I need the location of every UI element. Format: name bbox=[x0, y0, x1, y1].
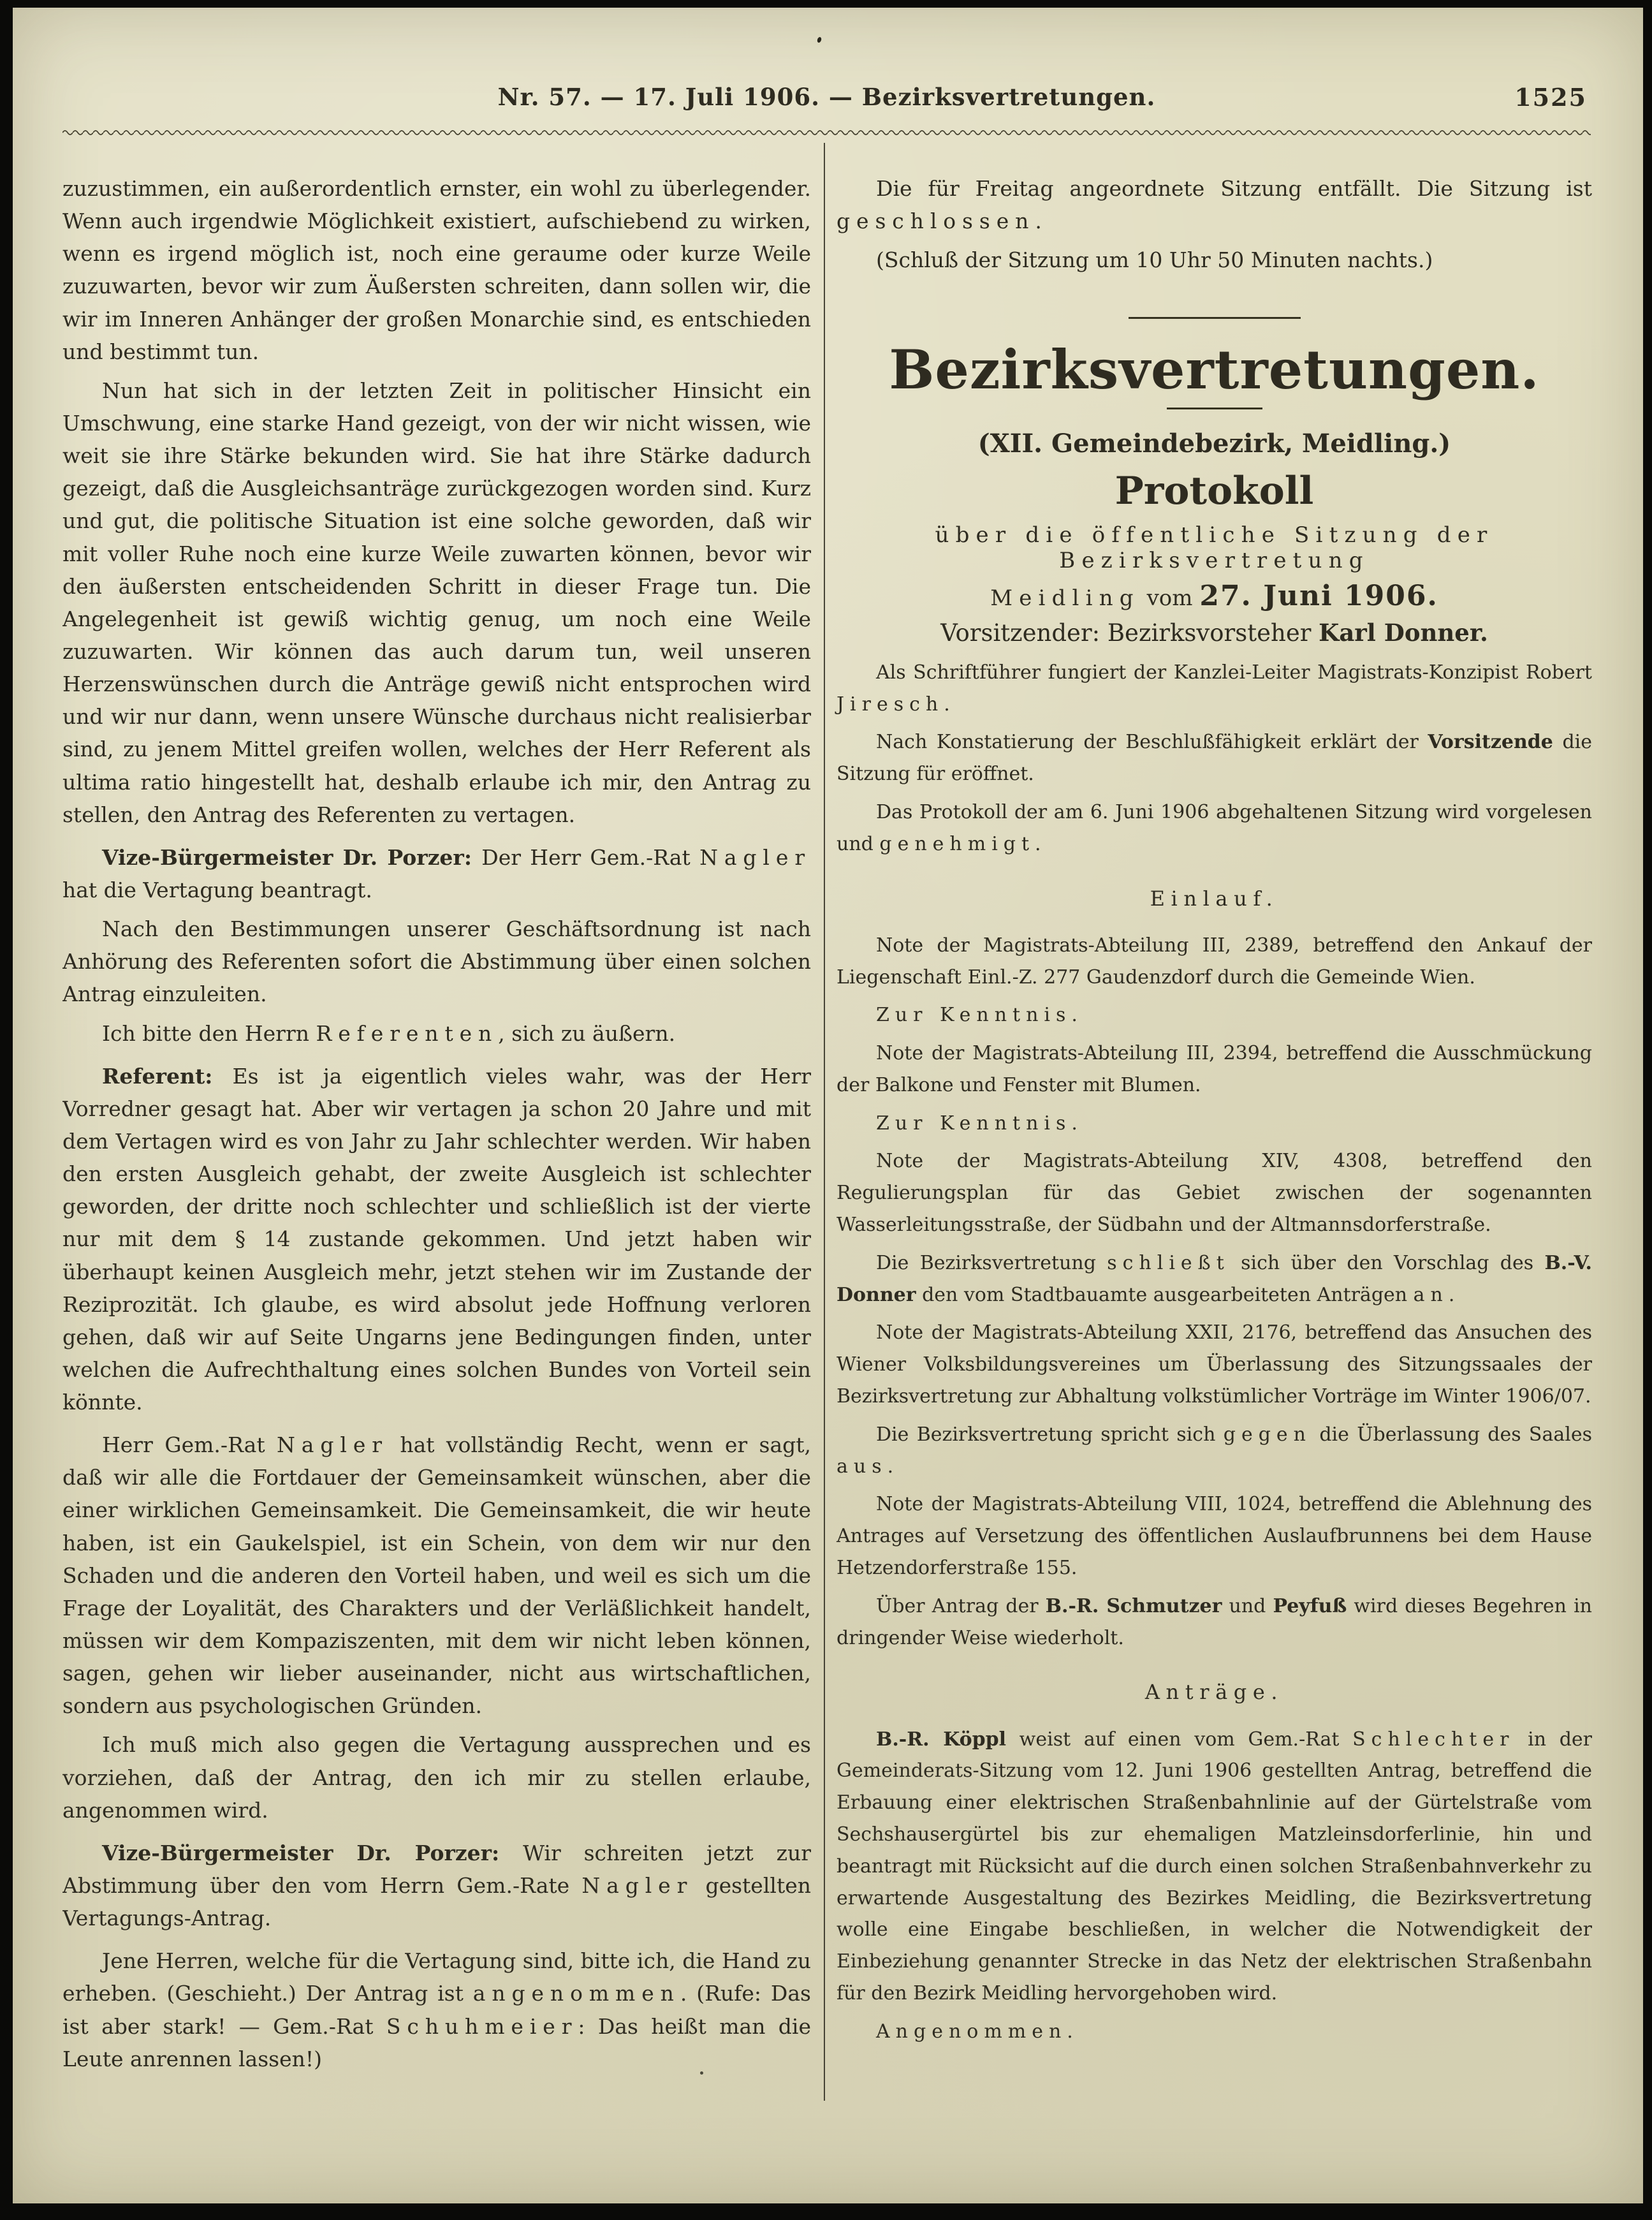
text-run: , sich zu äußern. bbox=[498, 1020, 676, 1046]
protocol-title bbox=[837, 469, 1592, 513]
paragraph bbox=[837, 1489, 1592, 1584]
text-run: Nach Konstatierung der Beschlußfähigkeit erklärt der bbox=[876, 731, 1428, 754]
text-run: Die Bezirksvertretung spricht sich bbox=[876, 1423, 1224, 1446]
scan-speck bbox=[700, 2071, 703, 2075]
speech-paragraph bbox=[62, 1060, 811, 1419]
chairman-line bbox=[837, 619, 1592, 647]
text-run: Nagler bbox=[699, 844, 811, 870]
text-run: vom bbox=[1139, 585, 1200, 611]
paragraph bbox=[837, 657, 1592, 721]
text-run: weist auf einen vom Gem.-Rat bbox=[1006, 1728, 1353, 1751]
emphasis-text: Peyfuß bbox=[1273, 1594, 1347, 1617]
text-run: angenommen bbox=[472, 1981, 680, 2006]
page-number: 1525 bbox=[1514, 83, 1587, 112]
text-run: Note der Magistrats-Abteilung VIII, 1024, betreffend die Ablehnung des Antrages auf Versetzung des öffentlichen Auslaufbrunnens bei dem Hause Hetzendorferstraße 155. bbox=[837, 1493, 1592, 1580]
text-run: (Schluß der Sitzung um 10 Uhr 50 Minuten nachts.) bbox=[876, 247, 1433, 273]
text-run: Nagler bbox=[277, 1432, 388, 1458]
protocol-date-line bbox=[837, 580, 1592, 612]
paragraph bbox=[62, 913, 811, 1010]
text-run: Schuhmeier bbox=[386, 2013, 578, 2039]
speech-paragraph bbox=[62, 841, 811, 906]
paragraph bbox=[837, 930, 1592, 994]
paragraph bbox=[837, 172, 1592, 237]
text-run: Note der Magistrats-Abteilung XXII, 2176, betreffend das Ansuchen des Wiener Volksbildungsvereines um Überlassung des Sitzungssaales der Bezirksvertretung zur Abhaltung volkstümlicher Vorträge im Winter 1906/07. bbox=[837, 1321, 1592, 1408]
text-run: die Überlassung des Saales bbox=[1312, 1423, 1592, 1446]
text-columns bbox=[62, 172, 1592, 2188]
emphasis-text: B.-R. Köppl bbox=[876, 1728, 1006, 1751]
paragraph bbox=[62, 1944, 811, 2075]
antraege-heading bbox=[837, 1675, 1592, 1709]
text-run: an bbox=[1413, 1283, 1449, 1306]
emphasis-text: Vorsitzende bbox=[1428, 731, 1553, 754]
text-run: Ich muß mich also gegen die Vertagung aussprechen und es vorziehen, daß der Antrag, den ich mir zu stellen erlaube, angenommen wird. bbox=[62, 1732, 811, 1823]
text-run: Nach den Bestimmungen unserer Geschäftsordnung ist nach Anhörung des Referenten sofort die Abstimmung über einen solchen Antrag einzuleiten. bbox=[62, 916, 811, 1007]
einlauf-heading bbox=[837, 882, 1592, 916]
text-run: Referenten bbox=[316, 1020, 499, 1046]
paragraph bbox=[62, 1728, 811, 1826]
emphasis-text: Referent: bbox=[102, 1063, 233, 1089]
title-rule bbox=[1167, 408, 1262, 409]
text-run: den vom Stadtbauamte ausgearbeiteten Anträgen bbox=[916, 1283, 1414, 1306]
text-run: in der Gemeinderats-Sitzung vom 12. Juni 1906 gestellten Antrag, betreffend die Erbauung einer elektrischen Straßenbahnlinie auf der Gürtelstraße vom Sechshausergürtel bis zur ehemaligen Matzleinsdorferlinie, hin und beantragt mit Rücksicht auf die durch einen solchen Straßenbahnverkehr zu erwartende Ausgestaltung des Bezirkes Meidling, die Bezirksvertretung wolle eine Eingabe beschließen, in welcher die Notwendigkeit der Einbeziehung genannter Strecke in das Netz der elektrischen Straßenbahn für den Bezirk Meidling hervorgehoben wird. bbox=[837, 1728, 1592, 2004]
speech-paragraph bbox=[62, 1837, 811, 1934]
text-run: hat die Vertagung beantragt. bbox=[62, 877, 372, 902]
paragraph bbox=[837, 1247, 1592, 1311]
header-title: Nr. 57. — 17. Juli 1906. — Bezirksvertretungen. bbox=[497, 83, 1156, 111]
text-run: Note der Magistrats-Abteilung III, 2389, betreffend den Ankauf der Liegenschaft Einl.-Z. 277 Gaudenzdorf durch die Gemeinde Wien. bbox=[837, 934, 1592, 989]
right-column bbox=[837, 172, 1592, 2188]
text-run: . bbox=[944, 693, 950, 716]
page-header bbox=[62, 83, 1591, 115]
text-run: Ich bitte den Herrn bbox=[102, 1020, 316, 1046]
text-run: und bbox=[1222, 1594, 1273, 1617]
text-run: Vorsitzender: Bezirksvorsteher bbox=[940, 619, 1319, 647]
text-run: Jene Herren, welche für die Vertagung sind, bitte ich, die Hand zu erheben. (Geschieht.) Der Antrag ist bbox=[62, 1948, 811, 2006]
text-run: aus bbox=[837, 1455, 888, 1478]
text-run: Einlauf. bbox=[1150, 886, 1279, 911]
text-run: Bezirksvertretungen. bbox=[889, 338, 1540, 402]
resolution-line bbox=[837, 2016, 1592, 2048]
paragraph bbox=[837, 726, 1592, 790]
text-run: 27. Juni 1906. bbox=[1199, 579, 1438, 612]
paragraph bbox=[837, 1038, 1592, 1101]
emphasis-text: Vize-Bürgermeister Dr. Porzer: bbox=[102, 1840, 523, 1865]
paragraph bbox=[837, 244, 1592, 276]
paragraph bbox=[62, 172, 811, 368]
paragraph bbox=[837, 1724, 1592, 2010]
text-run: Schlechter bbox=[1352, 1728, 1515, 1751]
text-run: . bbox=[1035, 832, 1041, 855]
emphasis-text: Karl Donner. bbox=[1319, 618, 1488, 647]
wavy-divider bbox=[62, 126, 1591, 139]
paragraph bbox=[62, 374, 811, 831]
text-run: Die Bezirksvertretung bbox=[876, 1251, 1107, 1274]
resolution-line bbox=[837, 999, 1592, 1031]
text-run: Herr Gem.-Rat bbox=[102, 1432, 277, 1458]
text-run: Zur Kenntnis. bbox=[876, 1004, 1083, 1027]
paper-page bbox=[13, 8, 1643, 2203]
paragraph bbox=[62, 1429, 811, 1722]
text-run: Wir schreiten jetzt zur Abstimmung über den vom Herrn Gem.-Rate bbox=[62, 1840, 811, 1899]
text-run: Nun hat sich in der letzten Zeit in politischer Hinsicht ein Umschwung, eine starke Hand gezeigt, von der wir nicht wissen, wie weit sie ihre Stärke bekunden wird. Sie hat ihre Stärke dadurch gezeigt, daß die Ausgleichsanträge zurückgezogen worden sind. Kurz und gut, die politische Situation ist eine solche geworden, daß wir mit voller Ruhe noch eine kurze Weile zuwarten können, bevor wir den äußersten entscheidenden Schritt in dieser Frage tun. Die Angelegenheit ist gewiß wichtig genug, um noch eine Weile zuzuwarten. Wir können das auch darum tun, weil unseren Herzenswünschen durch die Anträge gewiß nicht entsprochen wird und wir nur dann, wenn unsere Wünsche durchaus nicht realisierbar sind, zu jenem Mittel greifen wollen, welches der Herr Referent als ultima ratio hingestellt hat, deshalb erlaube ich mir, den Antrag zu stellen, den Antrag des Referenten zu vertagen. bbox=[62, 378, 811, 827]
text-run: Note der Magistrats-Abteilung XIV, 4308, betreffend den Regulierungsplan für das Gebiet zwischen der sogenannten Wasserleitungsstraße, der Südbahn und der Altmannsdorferstraße. bbox=[837, 1150, 1592, 1237]
text-run: Als Schriftführer fungiert der Kanzlei-Leiter Magistrats-Konzipist Robert bbox=[876, 661, 1592, 684]
text-run: Jiresch bbox=[837, 693, 944, 716]
text-run: . bbox=[1448, 1283, 1455, 1306]
paragraph bbox=[837, 797, 1592, 860]
text-run: geschlossen bbox=[837, 209, 1035, 234]
text-run: Zur Kenntnis. bbox=[876, 1112, 1083, 1135]
paragraph bbox=[62, 1017, 811, 1050]
resolution-line bbox=[837, 1108, 1592, 1140]
scan-speck bbox=[817, 36, 822, 43]
text-run: gegen bbox=[1223, 1423, 1312, 1446]
section-title bbox=[837, 338, 1592, 402]
text-run: Protokoll bbox=[1115, 468, 1314, 513]
text-run: gestellten Vertagungs-Antrag. bbox=[62, 1873, 811, 1931]
text-run: hat vollständig Recht, wenn er sagt, daß wir alle die Fortdauer der Gemeinsamkeit wünschen, aber die einer wirklichen Gemeinsamkeit. Die Gemeinsamkeit, die wir heute haben, ist ein Gaukelspiel, ist ein Schein, von dem wir nur den Schaden und die anderen den Vorteil haben, und weil es sich um die Frage der Loyalität, des Charakters und der Verläßlichkeit handelt, müssen wir dem Kompaziszenten, mit dem wir nicht leben können, sagen, gehen wir lieber auseinander, nicht aus wirtschaftlichen, sondern aus psychologischen Gründen. bbox=[62, 1432, 811, 1719]
section-rule bbox=[1129, 317, 1301, 319]
text-run: : Das heißt man die Leute anrennen lassen!) bbox=[62, 2013, 811, 2071]
left-column bbox=[62, 172, 811, 2188]
text-run: schließt bbox=[1107, 1251, 1230, 1274]
text-run: Der Herr Gem.-Rat bbox=[481, 844, 700, 870]
paragraph bbox=[837, 1419, 1592, 1483]
text-run: zuzustimmen, ein außerordentlich ernster, ein wohl zu überlegender. Wenn auch irgendwie Möglichkeit existiert, aufschiebend zu wirken, wenn es irgend möglich ist, noch eine geraume oder kurze Weile zuzuwarten, bevor wir zum Äußersten schreiten, dann sollen wir, die wir im Inneren Anhänger der großen Monarchie sind, es entschieden und bestimmt tun. bbox=[62, 176, 811, 364]
text-run: (XII. Gemeindebezirk, Meidling.) bbox=[977, 428, 1451, 459]
paragraph bbox=[837, 1317, 1592, 1412]
text-run: Nagler bbox=[581, 1873, 694, 1899]
text-run: Es ist ja eigentlich vieles wahr, was der Herr Vorredner gesagt hat. Aber wir vertagen ja schon 20 Jahre und mit dem Vertagen wird es von Jahr zu Jahr schlechter werden. Wir haben den ersten Ausgleich gehabt, der zweite Ausgleich ist schlechter geworden, der dritte noch schlechter und schließlich ist der vierte nur mit dem § 14 zustande gekommen. Und jetzt haben wir überhaupt keinen Ausgleich mehr, jetzt stehen wir im Zustande der Reziprozität. Ich glaube, es wird absolut jede Hoffnung verloren gehen, daß wir auf Seite Ungarns jene Bedingungen finden, unter welchen die Aufrechthaltung eines solchen Bundes von Vorteil sein könnte. bbox=[62, 1063, 811, 1415]
emphasis-text: Vize-Bürgermeister Dr. Porzer: bbox=[102, 844, 482, 870]
text-run: Das Protokoll der am 6. Juni 1906 abgehaltenen Sitzung wird vorgelesen und bbox=[837, 801, 1592, 855]
emphasis-text: B.-V. Donner bbox=[837, 1251, 1592, 1306]
emphasis-text: B.-R. Schmutzer bbox=[1045, 1594, 1222, 1617]
text-run: Die für Freitag angeordnete Sitzung entfällt. Die Sitzung ist bbox=[876, 176, 1592, 201]
text-run: wird dieses Begehren in dringender Weise wiederholt. bbox=[837, 1594, 1592, 1649]
text-run: Angenommen. bbox=[876, 2020, 1079, 2043]
text-run: Anträge. bbox=[1144, 1680, 1284, 1705]
text-run: genehmigt bbox=[879, 832, 1035, 855]
text-run: Über Antrag der bbox=[876, 1594, 1046, 1617]
district-subtitle bbox=[837, 429, 1592, 459]
text-run: die Sitzung für eröffnet. bbox=[837, 731, 1592, 786]
text-run: . bbox=[887, 1455, 894, 1478]
text-run: . (Rufe: Das ist aber stark! — Gem.-Rat bbox=[62, 1981, 811, 2039]
text-run: Note der Magistrats-Abteilung III, 2394, betreffend die Ausschmückung der Balkone und Fenster mit Blumen. bbox=[837, 1042, 1592, 1096]
text-run: über die öffentliche Sitzung der Bezirksvertretung bbox=[935, 522, 1494, 573]
text-run: Meidling bbox=[990, 585, 1140, 611]
paragraph bbox=[837, 1145, 1592, 1240]
text-run: . bbox=[1035, 209, 1042, 234]
text-run: sich über den Vorschlag des bbox=[1229, 1251, 1545, 1274]
paragraph bbox=[837, 1591, 1592, 1654]
protocol-subtitle-line bbox=[837, 522, 1592, 573]
